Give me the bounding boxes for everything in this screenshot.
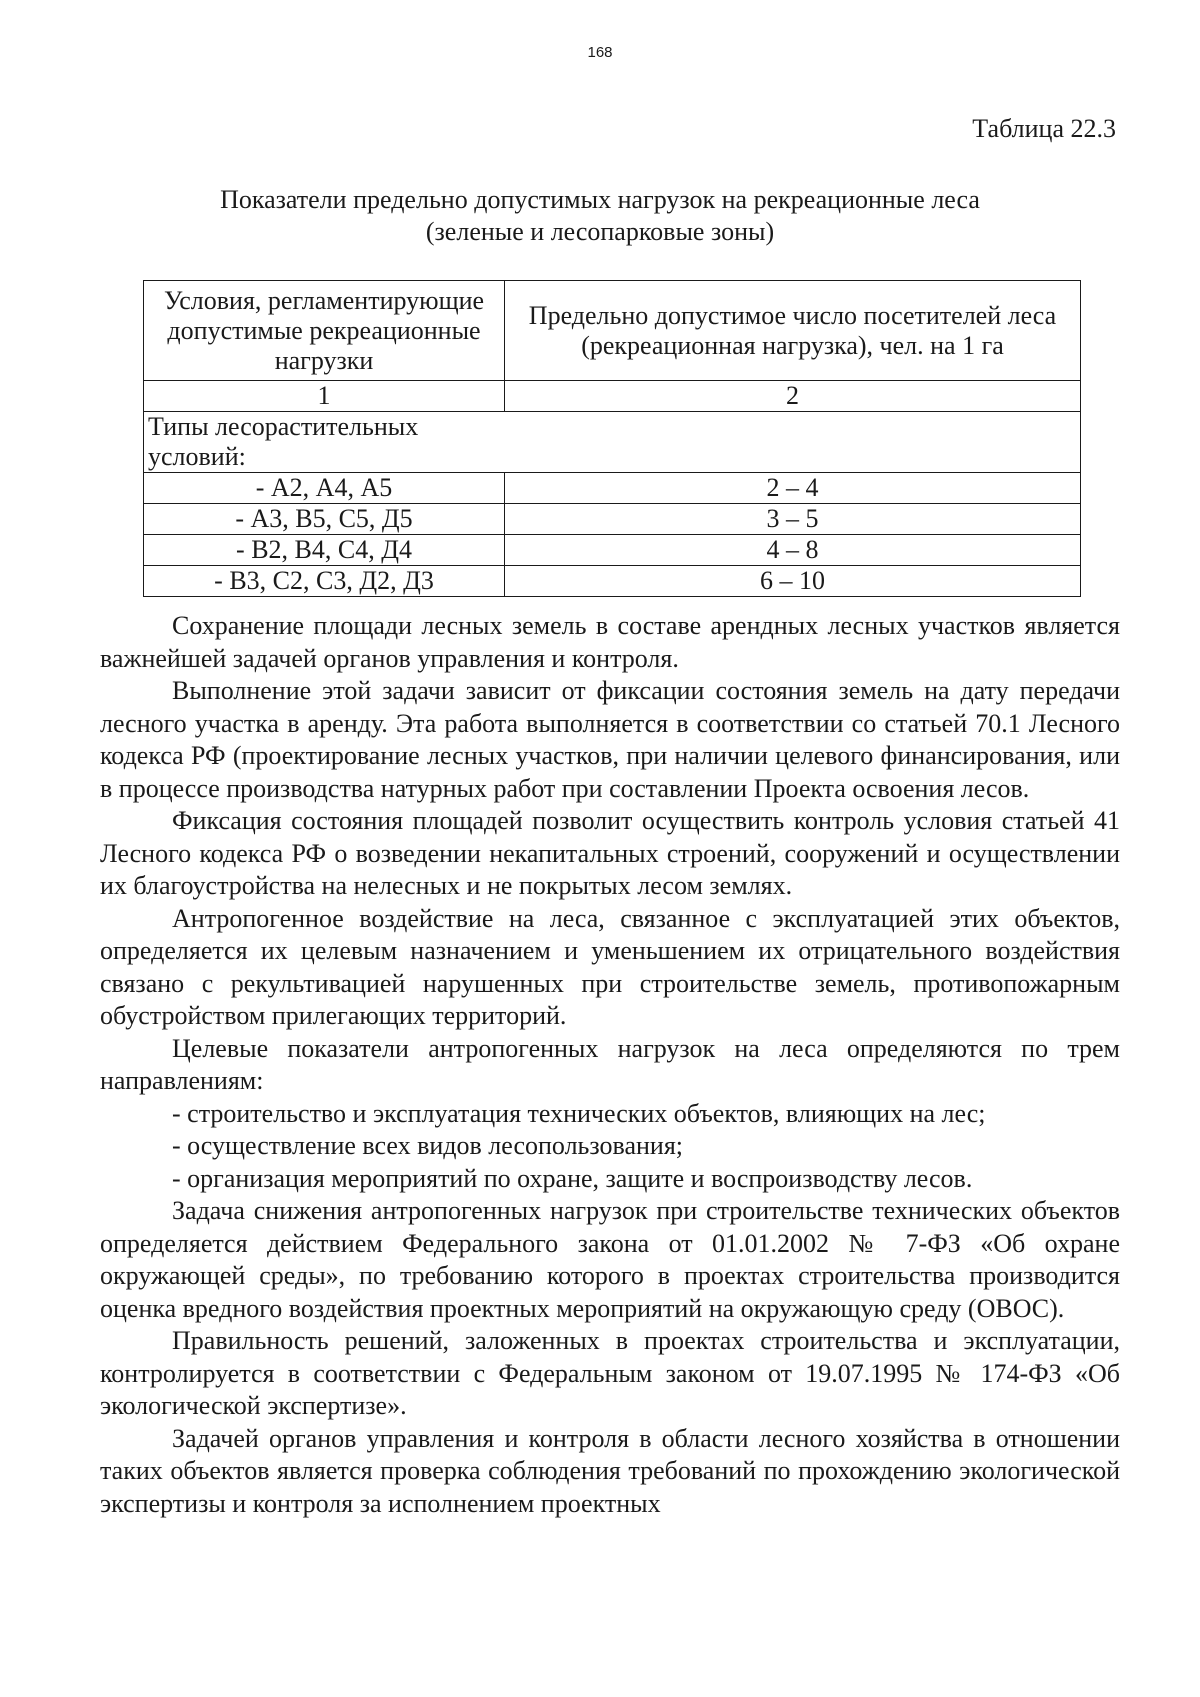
table-title-line-1: Показатели предельно допустимых нагрузок на рекреационные леса [220, 185, 980, 214]
group-header-row [144, 412, 1081, 473]
bullet-item: - осуществление всех видов лесопользования; [172, 1131, 684, 1160]
table-header-row [144, 281, 1081, 381]
group-label: Типы лесорастительных условий: [144, 412, 505, 473]
paragraph: Задачей органов управления и контроля в области лесного хозяйства в отношении таких объектов является проверка соблюдения требований по прохождению экологической экспертизы и контроля за исполнением проектных [100, 1423, 1120, 1518]
paragraph: Антропогенное воздействие на леса, связанное с эксплуатацией этих объектов, определяется их целевым назначением и уменьшением их отрицательного воздействия связано с рекультивацией нарушенных при строительстве земель, противопожарным обустройством прилегающих территорий. [100, 903, 1120, 1030]
paragraph: Выполнение этой задачи зависит от фиксации состояния земель на дату передачи лесного участка в аренду. Эта работа выполняется в соответствии со статьей 70.1 Лесного кодекса РФ (проектирование лесных участков, при наличии целевого финансирования, или в процессе производства натурных работ при составлении Проекта освоения лесов. [100, 676, 1120, 803]
row-condition: - В2, В4, С4, Д4 [144, 535, 505, 566]
group-label-empty [505, 412, 1081, 473]
table-row [144, 504, 1081, 535]
row-load: 6 – 10 [505, 566, 1081, 597]
body-text [100, 610, 1120, 1520]
bullet-item: - организация мероприятий по охране, защите и воспроизводству лесов. [172, 1163, 973, 1193]
column-number-row [144, 381, 1081, 412]
table-row [144, 566, 1081, 597]
row-condition: - А2, А4, А5 [144, 473, 505, 504]
table-title [0, 184, 1200, 248]
paragraph: Целевые показатели антропогенных нагрузок на леса определяются по трем направлениям: [100, 1033, 1120, 1095]
row-condition: - В3, С2, С3, Д2, Д3 [144, 566, 505, 597]
bullet-item: - строительство и эксплуатация технических объектов, влияющих на лес; [172, 1098, 986, 1128]
table-row [144, 473, 1081, 504]
paragraph: Правильность решений, заложенных в проектах строительства и эксплуатации, контролируется в соответствии с Федеральным законом от 19.07.1995 № 174-ФЗ «Об экологической экспертизе». [100, 1326, 1120, 1420]
paragraph: Задача снижения антропогенных нагрузок при строительстве технических объектов определяется действием Федерального закона от 01.01.2002 № 7-ФЗ «Об охране окружающей среды», по требованию которого в проектах строительства производится оценка вредного воздействия проектных мероприятий на окружающую среду (ОВОС). [100, 1196, 1120, 1323]
row-load: 2 – 4 [505, 473, 1081, 504]
column-number-2: 2 [505, 381, 1081, 412]
row-load: 3 – 5 [505, 504, 1081, 535]
page-number: 168 [587, 44, 613, 61]
column-number-1: 1 [144, 381, 505, 412]
paragraph: Сохранение площади лесных земель в составе арендных лесных участков является важнейшей задачей органов управления и контроля. [100, 611, 1120, 673]
row-load: 4 – 8 [505, 535, 1081, 566]
row-condition: - А3, В5, С5, Д5 [144, 504, 505, 535]
header-visitor-limit: Предельно допустимое число посетителей леса (рекреационная нагрузка), чел. на 1 га [505, 281, 1081, 381]
recreational-load-table [143, 280, 1081, 597]
header-conditions: Условия, регламентирующие допустимые рекреационные нагрузки [144, 281, 505, 381]
table-label: Таблица 22.3 [972, 114, 1116, 143]
table-title-line-2: (зеленые и лесопарковые зоны) [425, 217, 775, 246]
table-row [144, 535, 1081, 566]
paragraph: Фиксация состояния площадей позволит осуществить контроль условия статьей 41 Лесного кодекса РФ о возведении некапитальных строений, сооружений и осуществлении их благоустройства на нелесных и не покрытых лесом землях. [100, 806, 1120, 900]
